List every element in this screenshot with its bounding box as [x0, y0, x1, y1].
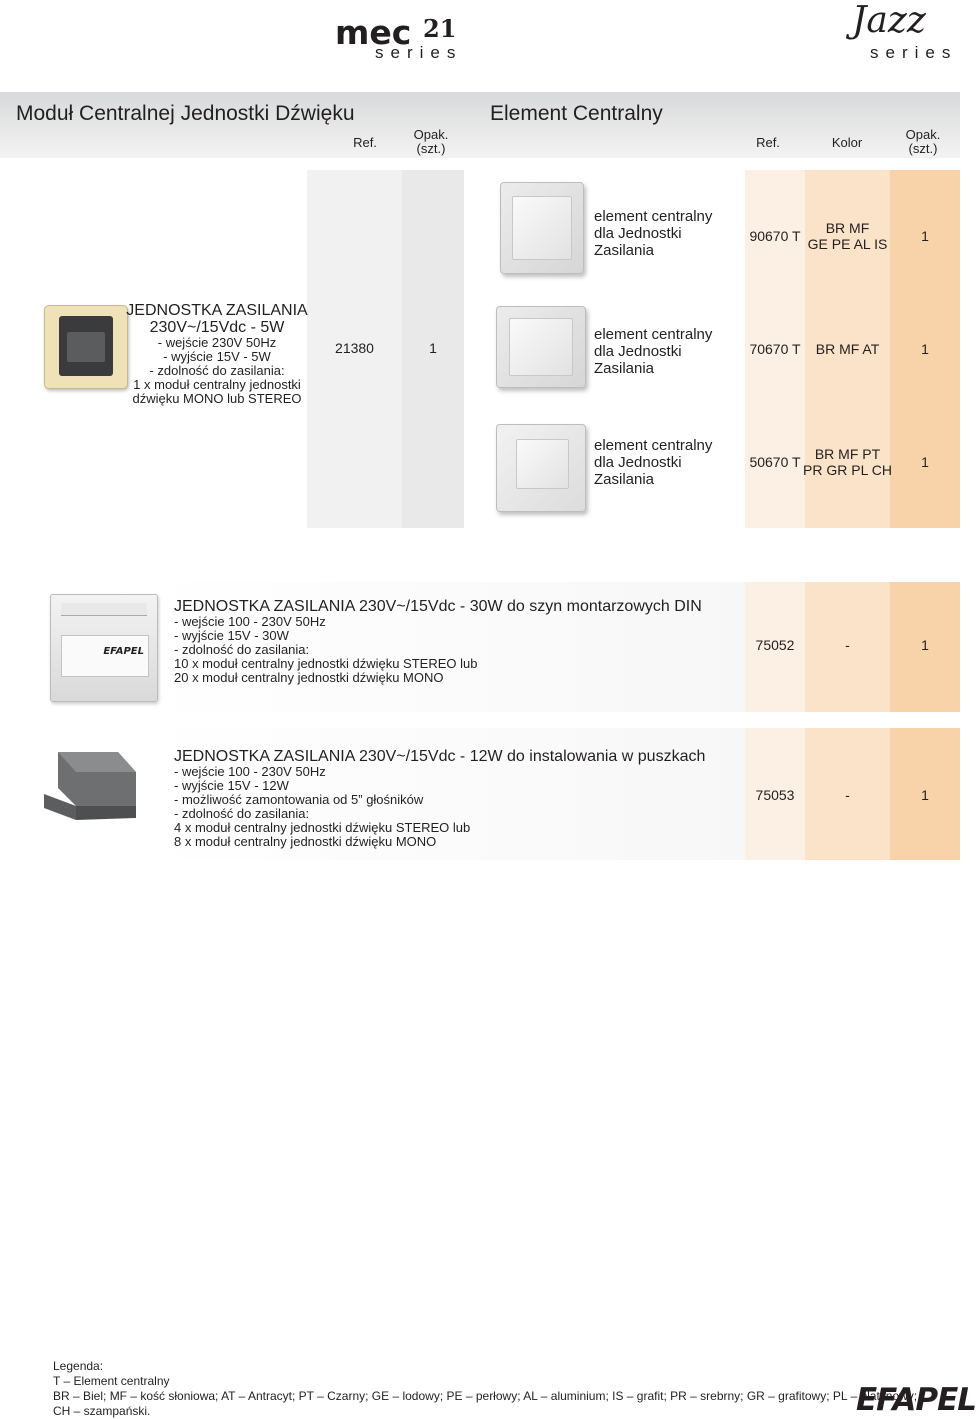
central-element-description — [594, 208, 712, 259]
central-element-kolor-line: GE PE AL IS — [807, 236, 888, 252]
central-element-kolor — [800, 446, 895, 478]
central-element-desc-line: dla Jednostki — [594, 343, 682, 360]
mec-logo-number: 21 — [423, 14, 457, 43]
module-21380-panel — [67, 332, 105, 362]
box-unit-title: JEDNOSTKA ZASILANIA 230V~/15Vdc - 12W do instalowania w puszkach — [174, 748, 706, 765]
central-element-50670-image — [496, 424, 586, 512]
module-21380-line: 1 x moduł centralny jednostki — [133, 377, 301, 392]
din-unit-label — [61, 635, 149, 677]
central-element-kolor — [800, 341, 895, 357]
module-21380-core — [59, 316, 113, 376]
mec-logo-word: mec — [335, 13, 412, 52]
module-21380-line: - zdolność do zasilania: — [149, 363, 285, 378]
central-element-desc-line: element centralny — [594, 326, 713, 343]
central-element-description — [594, 437, 712, 488]
left-opak-header-line2: (szt.) — [416, 141, 446, 156]
central-element-desc-line: dla Jednostki — [594, 225, 682, 242]
din-unit-image — [50, 594, 158, 702]
legend-line: BR – Biel; MF – kość słoniowa; AT – Antracyt; PT – Czarny; GE – lodowy; PE – perłowy; AL – aluminium; IS – grafit; PR – srebrny; GR – grafitowy; PL – platynowy; — [53, 1389, 918, 1403]
box-unit-line: - zdolność do zasilania: — [174, 806, 310, 821]
module-21380-line: - wyjście 15V - 5W — [163, 349, 271, 364]
jazz-logo-series: series — [870, 43, 958, 62]
box-unit-line: - możliwość zamontowania od 5” głośników — [174, 792, 424, 807]
central-element-opak: 1 — [921, 228, 929, 244]
din-unit-kolor: - — [845, 637, 850, 653]
din-unit-line: - zdolność do zasilania: — [174, 642, 310, 657]
central-element-desc-line: element centralny — [594, 437, 713, 454]
module-21380-line: - wejście 230V 50Hz — [157, 335, 277, 350]
central-element-kolor — [800, 220, 895, 252]
box-unit-line: - wejście 100 - 230V 50Hz — [174, 764, 326, 779]
module-21380-title-1: JEDNOSTKA ZASILANIA — [126, 302, 308, 319]
jazz-logo — [838, 2, 960, 62]
box-unit-image — [40, 748, 140, 828]
central-element-kolor-line: BR MF PT — [814, 446, 881, 462]
box-unit-line: 4 x moduł centralny jednostki dźwięku STEREO lub — [174, 820, 471, 835]
right-opak-header — [895, 128, 951, 156]
central-element-desc-line: Zasilania — [594, 471, 655, 488]
central-element-90670-image — [500, 182, 584, 274]
module-21380-opak: 1 — [429, 340, 437, 356]
din-unit-title: JEDNOSTKA ZASILANIA 230V~/15Vdc - 30W do szyn montarzowych DIN — [174, 598, 702, 615]
din-unit-brand: EFAPEL — [103, 646, 144, 657]
central-element-ref: 90670 T — [749, 228, 801, 244]
module-21380-line: dźwięku MONO lub STEREO — [132, 391, 302, 406]
central-element-kolor-line: BR MF — [825, 220, 870, 236]
left-opak-header-line1: Opak. — [413, 127, 449, 142]
central-element-desc-line: dla Jednostki — [594, 454, 682, 471]
central-element-opak: 1 — [921, 454, 929, 470]
right-kolor-header: Kolor — [831, 135, 863, 150]
din-unit-line: 20 x moduł centralny jednostki dźwięku MONO — [174, 670, 444, 685]
box-unit-description — [174, 748, 705, 849]
central-element-kolor-line: BR MF AT — [815, 341, 880, 357]
mec21-logo — [335, 12, 465, 62]
module-21380-ref: 21380 — [335, 340, 374, 356]
legend-line: CH – szampański. — [53, 1404, 151, 1418]
central-element-70670-image — [496, 306, 586, 388]
module-21380-title-2: 230V~/15Vdc - 5W — [149, 319, 285, 336]
plate-inner — [509, 318, 572, 376]
jazz-logo-word: Jazz — [852, 0, 926, 41]
plate-inner — [516, 439, 569, 489]
right-ref-header: Ref. — [756, 135, 780, 150]
efapel-logo: EFAPEL — [856, 1382, 976, 1418]
legend-heading: Legenda: — [53, 1359, 104, 1373]
central-element-desc-line: Zasilania — [594, 360, 655, 377]
din-unit-line: - wyjście 15V - 30W — [174, 628, 289, 643]
din-unit-opak: 1 — [921, 637, 929, 653]
box-unit-ref: 75053 — [755, 787, 795, 803]
left-section-title: Moduł Centralnej Jednostki Dźwięku — [16, 102, 355, 125]
central-element-ref: 70670 T — [749, 341, 801, 357]
central-element-opak: 1 — [921, 341, 929, 357]
box-unit-line: - wyjście 15V - 12W — [174, 778, 289, 793]
right-opak-header-line2: (szt.) — [908, 141, 938, 156]
left-ref-header: Ref. — [353, 135, 377, 150]
box-unit-opak: 1 — [921, 787, 929, 803]
central-element-kolor-line: PR GR PL CH — [803, 462, 892, 478]
din-unit-line: 10 x moduł centralny jednostki dźwięku STEREO lub — [174, 656, 478, 671]
central-element-desc-line: element centralny — [594, 208, 713, 225]
central-element-ref: 50670 T — [749, 454, 801, 470]
left-opak-header — [405, 128, 457, 156]
module-21380-description — [112, 302, 322, 406]
din-unit-description — [174, 598, 702, 685]
central-element-description — [594, 326, 712, 377]
plate-inner — [512, 196, 571, 261]
right-section-title: Element Centralny — [490, 102, 663, 125]
din-unit-terminals — [61, 603, 147, 616]
mec-logo-series: series — [375, 43, 463, 62]
din-unit-ref: 75052 — [755, 637, 795, 653]
box-unit-kolor: - — [845, 787, 850, 803]
right-opak-header-line1: Opak. — [905, 127, 941, 142]
din-unit-line: - wejście 100 - 230V 50Hz — [174, 614, 326, 629]
central-element-desc-line: Zasilania — [594, 242, 655, 259]
box-unit-line: 8 x moduł centralny jednostki dźwięku MONO — [174, 834, 437, 849]
legend-line: T – Element centralny — [53, 1374, 170, 1388]
